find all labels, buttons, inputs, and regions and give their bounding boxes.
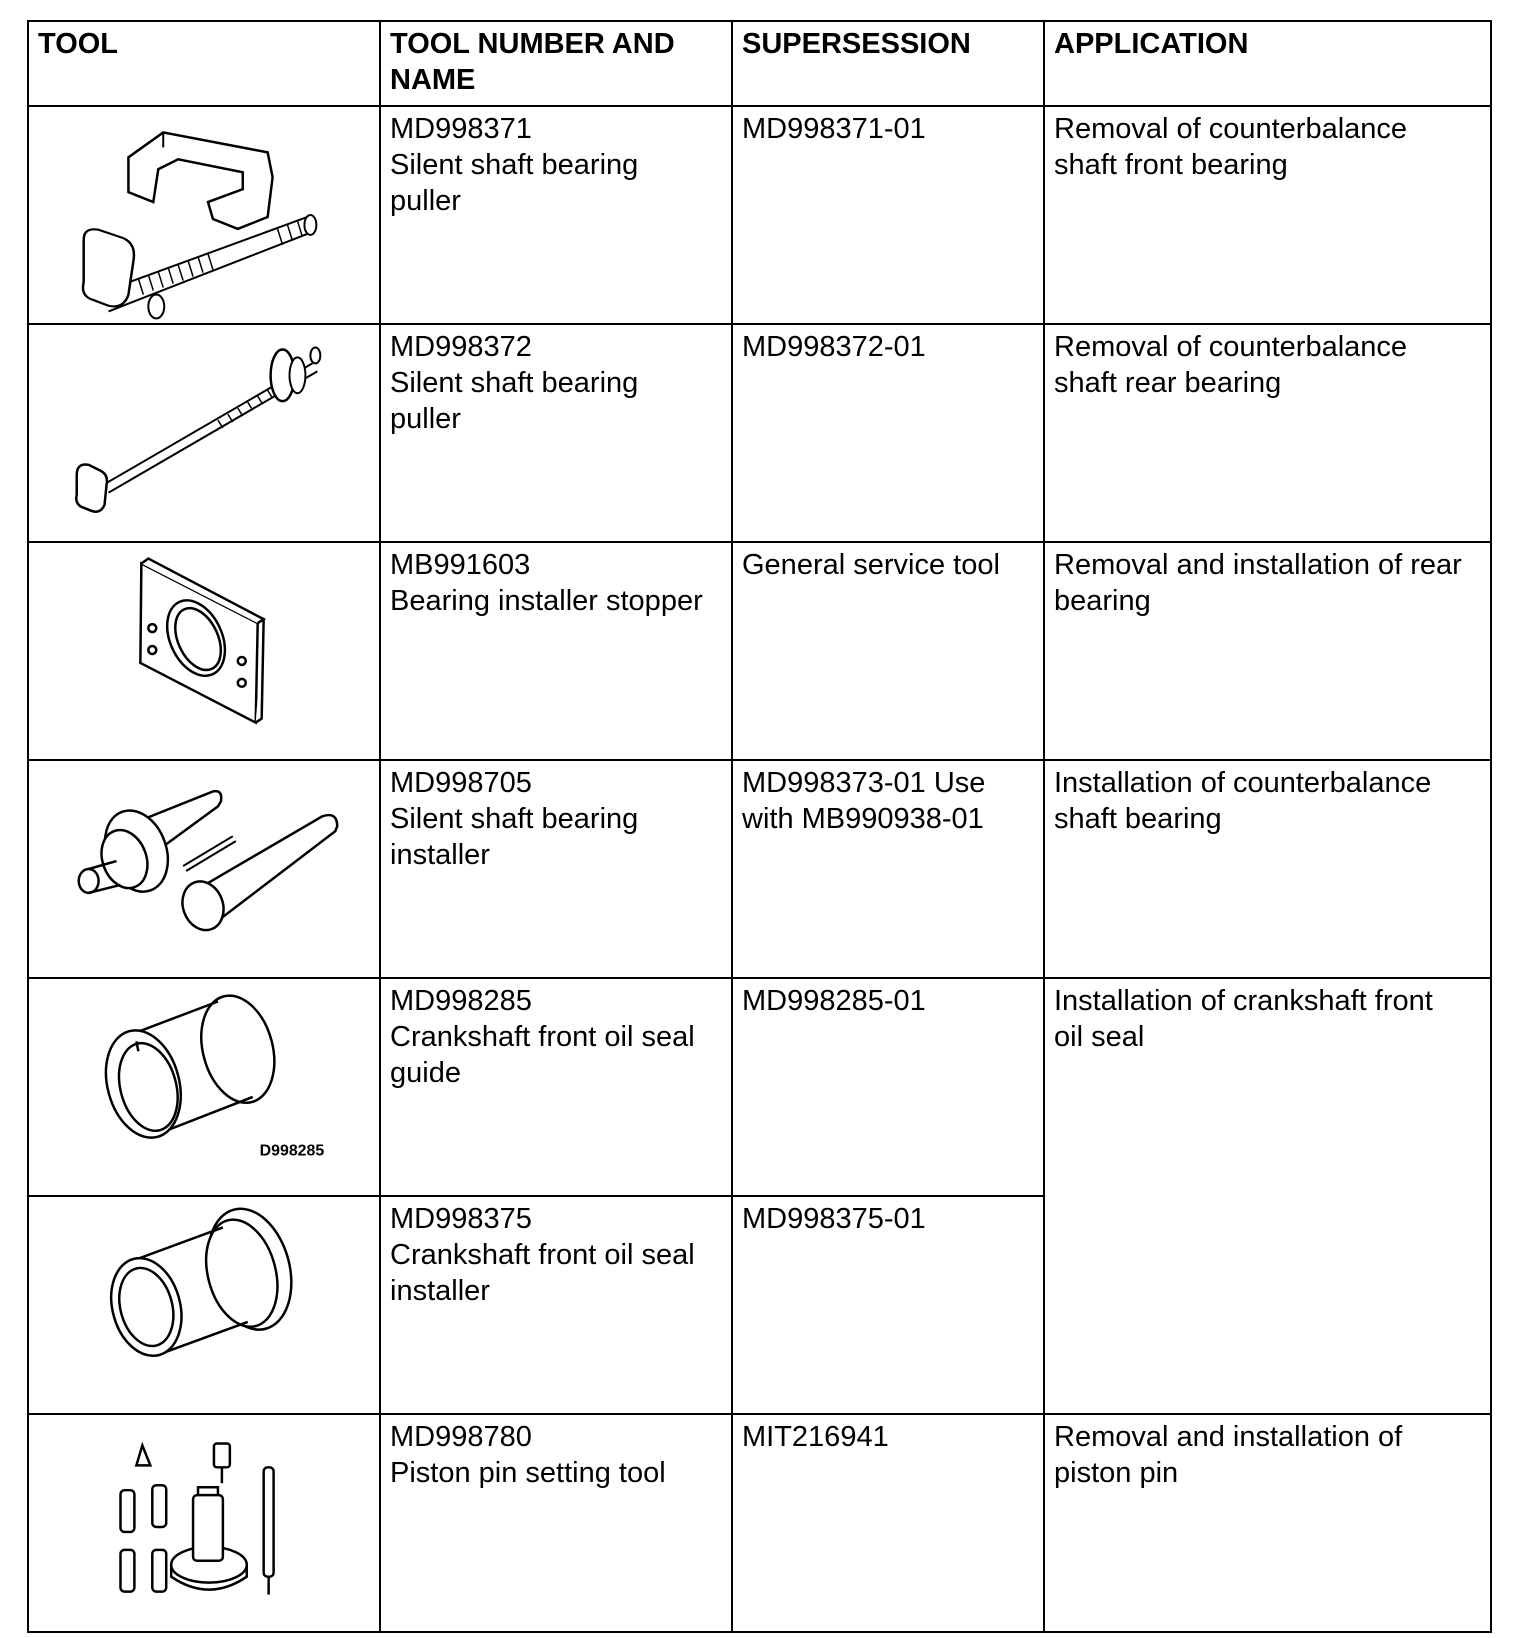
tool-number: MD998372	[390, 331, 532, 363]
tool-name-line: Piston pin setting tool	[390, 1457, 666, 1489]
oil-seal-guide-icon	[29, 979, 379, 1193]
supersession-cell: MD998373-01 Use with MB990938-01	[732, 760, 1044, 978]
tool-image-cell	[28, 1414, 380, 1632]
header-supersession: SUPERSESSION	[732, 21, 1044, 106]
bearing-installer-set-icon	[29, 761, 379, 975]
table-row	[28, 978, 1491, 1196]
table-row	[28, 542, 1491, 760]
tool-image-cell	[28, 760, 380, 978]
tool-number-and-name	[380, 1414, 732, 1632]
tool-number: MB991603	[390, 549, 531, 581]
tool-number: MD998371	[390, 113, 532, 145]
tool-name-line: Crankshaft front oil seal	[390, 1021, 695, 1053]
supersession-cell: MD998375-01	[732, 1196, 1044, 1414]
application-cell: Removal of counterbalance shaft rear bearing	[1044, 324, 1491, 542]
tool-number-and-name	[380, 978, 732, 1196]
tool-name-line: Silent shaft bearing	[390, 149, 639, 181]
tool-image-cell	[28, 1196, 380, 1414]
supersession-cell: MD998285-01	[732, 978, 1044, 1196]
tool-name-line: Silent shaft bearing	[390, 803, 639, 835]
tool-number: MD998780	[390, 1421, 532, 1453]
piston-pin-tool-set-icon	[29, 1415, 379, 1629]
application-cell: Removal and installation of rear bearing	[1044, 542, 1491, 760]
tool-name-line: puller	[390, 403, 461, 435]
supersession-cell: MD998371-01	[732, 106, 1044, 324]
header-tool: TOOL	[28, 21, 380, 106]
installer-plate-icon	[29, 543, 379, 757]
oil-seal-installer-icon	[29, 1197, 379, 1411]
tool-number-and-name	[380, 760, 732, 978]
tool-name-line: installer	[390, 1275, 490, 1307]
supersession-cell: MIT216941	[732, 1414, 1044, 1632]
special-tools-table	[27, 20, 1492, 1633]
tool-number-and-name	[380, 106, 732, 324]
header-application: APPLICATION	[1044, 21, 1491, 106]
tool-name-line: guide	[390, 1057, 461, 1089]
tool-image-cell	[28, 106, 380, 324]
tool-number: MD998285	[390, 985, 532, 1017]
application-cell: Installation of crankshaft front oil seal	[1044, 978, 1491, 1414]
application-cell: Installation of counterbalance shaft bearing	[1044, 760, 1491, 978]
tool-image-cell	[28, 324, 380, 542]
tool-name-line: Crankshaft front oil seal	[390, 1239, 695, 1271]
table-row	[28, 324, 1491, 542]
tool-image-cell	[28, 978, 380, 1196]
table-row	[28, 760, 1491, 978]
tool-name-line: puller	[390, 185, 461, 217]
bearing-puller-clamp-icon	[29, 107, 379, 321]
tool-name-line: installer	[390, 839, 490, 871]
table-row	[28, 106, 1491, 324]
table-header-row	[28, 21, 1491, 106]
application-cell: Removal and installation of piston pin	[1044, 1414, 1491, 1632]
bearing-puller-rod-icon	[29, 325, 379, 539]
application-cell: Removal of counterbalance shaft front bearing	[1044, 106, 1491, 324]
tool-name-line: Silent shaft bearing	[390, 367, 639, 399]
table-row	[28, 1414, 1491, 1632]
tool-name-line: Bearing installer stopper	[390, 585, 703, 617]
tool-image-cell	[28, 542, 380, 760]
tool-number-and-name	[380, 324, 732, 542]
tool-number-and-name	[380, 1196, 732, 1414]
figure-label: D998285	[259, 1142, 325, 1160]
supersession-cell: MD998372-01	[732, 324, 1044, 542]
tool-number: MD998375	[390, 1203, 532, 1235]
supersession-cell: General service tool	[732, 542, 1044, 760]
tool-number: MD998705	[390, 767, 532, 799]
tool-number-and-name	[380, 542, 732, 760]
header-tool-number-and-name: TOOL NUMBER AND NAME	[380, 21, 732, 106]
